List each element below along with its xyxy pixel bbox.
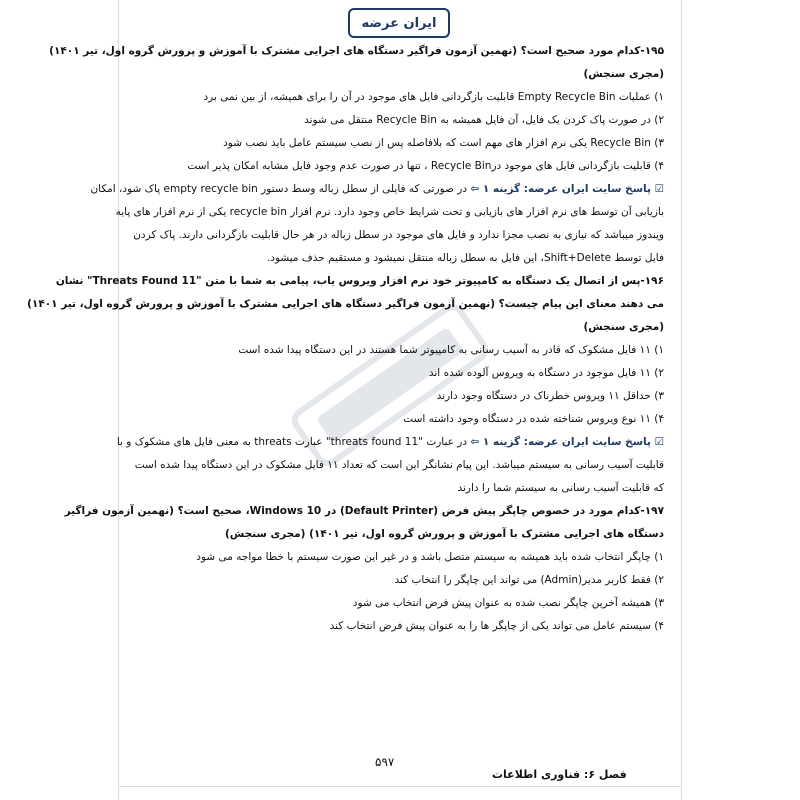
text-line: بازیابی آن توسط های نرم افزار های بازیابی و تحت شرایط خاص وجود دارد. نرم افزار recycle bin یکی از نرم افزار های پایه — [115, 206, 664, 218]
text-line: ۴) سیستم عامل می تواند یکی از چاپگر ها را به عنوان پیش فرض انتخاب کند — [329, 620, 664, 632]
text-line: ۱) ۱۱ فایل مشکوک که قادر به آسیب رسانی به کامپیوتر شما هستند در این دستگاه پیدا شده است — [238, 344, 664, 356]
text-line: ۱) چاپگر انتخاب شده باید همیشه به سیستم متصل باشد و در غیر این صورت سیستم با خطا مواجه می شود — [196, 551, 664, 563]
page-border-left — [118, 0, 119, 800]
answer-line — [90, 178, 664, 201]
answer-label: ☑ پاسخ سایت ایران عرضه: گزینه ۱ ⇦ — [470, 183, 664, 195]
text-line: که قابلیت آسیب رسانی به سیستم شما را دارند — [457, 482, 664, 494]
question-line: دستگاه های اجرایی مشترک با آموزش و پرورش گروه اول، تیر ۱۴۰۱) (مجری سنجش) — [224, 528, 664, 540]
text-line: ۳) حداقل ۱۱ ویروس خطرناک در دستگاه وجود دارند — [436, 390, 664, 402]
text-line: قابلیت آسیب رسانی به سیستم میباشد. این پیام نشانگر این است که تعداد ۱۱ فایل مشکوک در این دستگاه پیدا شده است — [134, 459, 664, 471]
text-line: ۳) همیشه آخرین چاپگر نصب شده به عنوان پیش فرض انتخاب می شود — [352, 597, 664, 609]
text-line: ۴) قابلیت بازگردانی فایل های موجود درRecycle Bin ، تنها در صورت عدم وجود فایل مشابه امکان پذیر است — [187, 160, 664, 172]
question-line: ۱۹۶-پس از اتصال یک دستگاه به کامپیوتر خود نرم افزار ویروس یاب، پیامی به شما با متن "11 Threats Found" نشان — [55, 275, 664, 287]
answer-text: در عبارت "11 threats found" عبارت threats به معنی فایل های مشکوک و با — [116, 436, 471, 448]
brand-logo-text: ایران عرضه — [361, 15, 437, 31]
question-line: ۱۹۷-کدام مورد در خصوص چاپگر پیش فرض (Default Printer) در Windows 10، صحیح است؟ (نهمین آزمون فراگیر — [64, 505, 664, 517]
question-line: می دهند معنای این پیام چیست؟ (نهمین آزمون فراگیر دستگاه های اجرایی مشترک با آموزش و پرورش گروه اول، تیر ۱۴۰۱) — [27, 298, 664, 310]
page-number: ۵۹۷ — [375, 755, 395, 769]
answer-line — [116, 431, 664, 454]
chapter-title: فصل ۶: فناوری اطلاعات — [492, 768, 627, 781]
text-line: ۳) Recycle Bin یکی نرم افزار های مهم است که بلافاصله پس از نصب سیستم عامل باید نصب شود — [223, 137, 664, 149]
text-line: ویندوز میباشد که نیازی به نصب مجزا ندارد و فایل های موجود در سطل زباله در هر حال قابلیت بازگردانی دارند. پاک کردن — [133, 229, 664, 241]
text-line: ۴) ۱۱ نوع ویروس شناخته شده در دستگاه وجود داشته است — [403, 413, 664, 425]
text-line: ۲) در صورت پاک کردن یک فایل، آن فایل همیشه به Recycle Bin منتقل می شوند — [304, 114, 664, 126]
text-line: ۲) فقط کاربر مدیر(Admin) می تواند این چاپگر را انتخاب کند — [394, 574, 664, 586]
answer-text: در صورتی که فایلی از سطل زباله وسط دستور empty recycle bin پاک شود، امکان — [90, 183, 471, 195]
page-border-right — [681, 0, 682, 800]
answer-label: ☑ پاسخ سایت ایران عرضه: گزینه ۱ ⇦ — [470, 436, 664, 448]
text-line: ۲) ۱۱ فایل موجود در دستگاه به ویروس آلوده شده اند — [428, 367, 664, 379]
question-line: (مجری سنجش) — [583, 68, 664, 80]
brand-logo — [348, 8, 450, 38]
question-content — [27, 40, 664, 638]
question-line: (مجری سنجش) — [583, 321, 664, 333]
text-line: فایل توسط Shift+Delete، این فایل به سطل زباله منتقل نمیشود و مستقیم حذف میشود. — [266, 252, 664, 264]
text-line: ۱) عملیات Empty Recycle Bin قابلیت بازگردانی فایل های موجود در آن را برای همیشه، از بین نمی برد — [203, 91, 664, 103]
footer-divider — [118, 786, 682, 787]
question-line: ۱۹۵-کدام مورد صحیح است؟ (نهمین آزمون فراگیر دستگاه های اجرایی مشترک با آموزش و پرورش گروه اول، تیر ۱۴۰۱) — [49, 45, 664, 57]
